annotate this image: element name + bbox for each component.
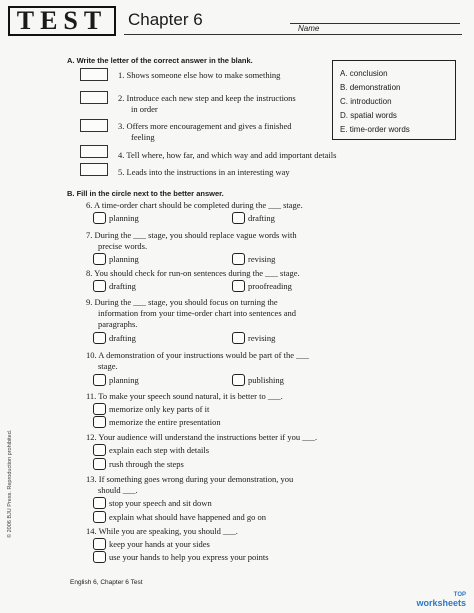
q7-option-2: revising: [248, 254, 276, 264]
q12-option-1-checkbox[interactable]: [93, 444, 106, 456]
answer-option-e: E. time-order words: [340, 125, 410, 134]
question-10-line2: stage.: [98, 361, 118, 371]
q4-text: Tell where, how far, and which way and add important details: [126, 150, 337, 160]
q8-option-2-checkbox[interactable]: [232, 280, 245, 292]
question-9-line3: paragraphs.: [98, 319, 138, 329]
answer-option-a: A. conclusion: [340, 69, 388, 78]
name-label: Name: [298, 24, 320, 33]
q14-option-2: use your hands to help you express your points: [109, 552, 269, 562]
watermark-top: TOP: [453, 592, 466, 598]
q5-num: 5.: [118, 167, 125, 177]
question-9: 9. During the ___ stage, you should focus on turning the: [86, 297, 278, 307]
q2-num: 2.: [118, 93, 125, 103]
q10-option-2-checkbox[interactable]: [232, 374, 245, 386]
question-4: [118, 150, 336, 161]
q6-option-2: drafting: [248, 213, 275, 223]
q7-option-2-checkbox[interactable]: [232, 253, 245, 265]
question-9-line2: information from your time-order chart into sentences and: [98, 308, 297, 318]
question-8: 8. You should check for run-on sentences during the ___ stage.: [86, 268, 300, 278]
q12-option-2: rush through the steps: [109, 459, 184, 469]
answer-option-d: D. spatial words: [340, 111, 397, 120]
q14-option-1: keep your hands at your sides: [109, 539, 210, 549]
q6-option-2-checkbox[interactable]: [232, 212, 245, 224]
answer-blank-4[interactable]: [80, 145, 108, 158]
q3-text-line2: feeling: [131, 132, 155, 142]
answer-blank-5[interactable]: [80, 163, 108, 176]
question-13-line2: should ___.: [98, 485, 138, 495]
test-label: TEST: [16, 6, 108, 35]
question-1: [118, 70, 280, 81]
test-label-box: [8, 6, 116, 36]
question-7-line2: precise words.: [98, 241, 148, 251]
watermark-bottom: worksheets: [416, 598, 466, 608]
q14-option-1-checkbox[interactable]: [93, 538, 106, 550]
q14-option-2-checkbox[interactable]: [93, 551, 106, 563]
chapter-title: Chapter 6: [128, 10, 203, 29]
question-13: 13. If something goes wrong during your demonstration, you: [86, 474, 294, 484]
question-14: 14. While you are speaking, you should ___.: [86, 526, 238, 536]
watermark-logo: [416, 592, 466, 608]
q4-num: 4.: [118, 150, 125, 160]
question-7: 7. During the ___ stage, you should replace vague words with: [86, 230, 297, 240]
question-10: 10. A demonstration of your instructions would be part of the ___: [86, 350, 309, 360]
answer-blank-2[interactable]: [80, 91, 108, 104]
question-2: [118, 93, 296, 104]
answer-option-b: B. demonstration: [340, 83, 401, 92]
section-b-title: B. Fill in the circle next to the better answer.: [67, 189, 224, 198]
q11-option-2-checkbox[interactable]: [93, 416, 106, 428]
q9-option-1: drafting: [109, 333, 136, 343]
q8-option-2: proofreading: [248, 281, 292, 291]
q8-option-1: drafting: [109, 281, 136, 291]
q7-option-1-checkbox[interactable]: [93, 253, 106, 265]
header-rule: [124, 34, 462, 35]
q1-text: Shows someone else how to make something: [126, 70, 281, 80]
q11-option-1: memorize only key parts of it: [109, 404, 210, 414]
q3-num: 3.: [118, 121, 125, 131]
q10-option-1: planning: [109, 375, 139, 385]
q13-option-1-checkbox[interactable]: [93, 497, 106, 509]
q1-num: 1.: [118, 70, 125, 80]
footer-text: English 6, Chapter 6 Test: [70, 579, 143, 586]
answer-blank-3[interactable]: [80, 119, 108, 132]
q12-option-2-checkbox[interactable]: [93, 458, 106, 470]
q9-option-2-checkbox[interactable]: [232, 332, 245, 344]
copyright-sidebar: [0, 300, 12, 560]
q7-option-1: planning: [109, 254, 139, 264]
q2-text-line2: in order: [131, 104, 158, 114]
question-11: 11. To make your speech sound natural, it is better to ___.: [86, 391, 283, 401]
question-6: 6. A time-order chart should be completed during the ___ stage.: [86, 200, 303, 210]
question-12: 12. Your audience will understand the instructions better if you ___.: [86, 432, 318, 442]
answer-blank-1[interactable]: [80, 68, 108, 81]
q2-text: Introduce each new step and keep the instructions: [126, 93, 296, 103]
q6-option-1: planning: [109, 213, 139, 223]
question-3: [118, 121, 292, 132]
q13-option-2-checkbox[interactable]: [93, 511, 106, 523]
copyright-text: © 2006 BJU Press. Reproduction prohibited.: [7, 429, 13, 538]
q3-text: Offers more encouragement and gives a finished: [126, 121, 292, 131]
q10-option-2: publishing: [248, 375, 284, 385]
q8-option-1-checkbox[interactable]: [93, 280, 106, 292]
q10-option-1-checkbox[interactable]: [93, 374, 106, 386]
q12-option-1: explain each step with details: [109, 445, 210, 455]
q5-text: Leads into the instructions in an interesting way: [126, 167, 290, 177]
answer-option-c: C. introduction: [340, 97, 392, 106]
q13-option-2: explain what should have happened and go on: [109, 512, 266, 522]
q11-option-2: memorize the entire presentation: [109, 417, 221, 427]
section-a-title: A. Write the letter of the correct answer in the blank.: [67, 56, 253, 65]
q9-option-2: revising: [248, 333, 276, 343]
q6-option-1-checkbox[interactable]: [93, 212, 106, 224]
answer-key-box: [332, 60, 456, 140]
question-5: [118, 167, 290, 178]
q11-option-1-checkbox[interactable]: [93, 403, 106, 415]
q13-option-1: stop your speech and sit down: [109, 498, 212, 508]
q9-option-1-checkbox[interactable]: [93, 332, 106, 344]
